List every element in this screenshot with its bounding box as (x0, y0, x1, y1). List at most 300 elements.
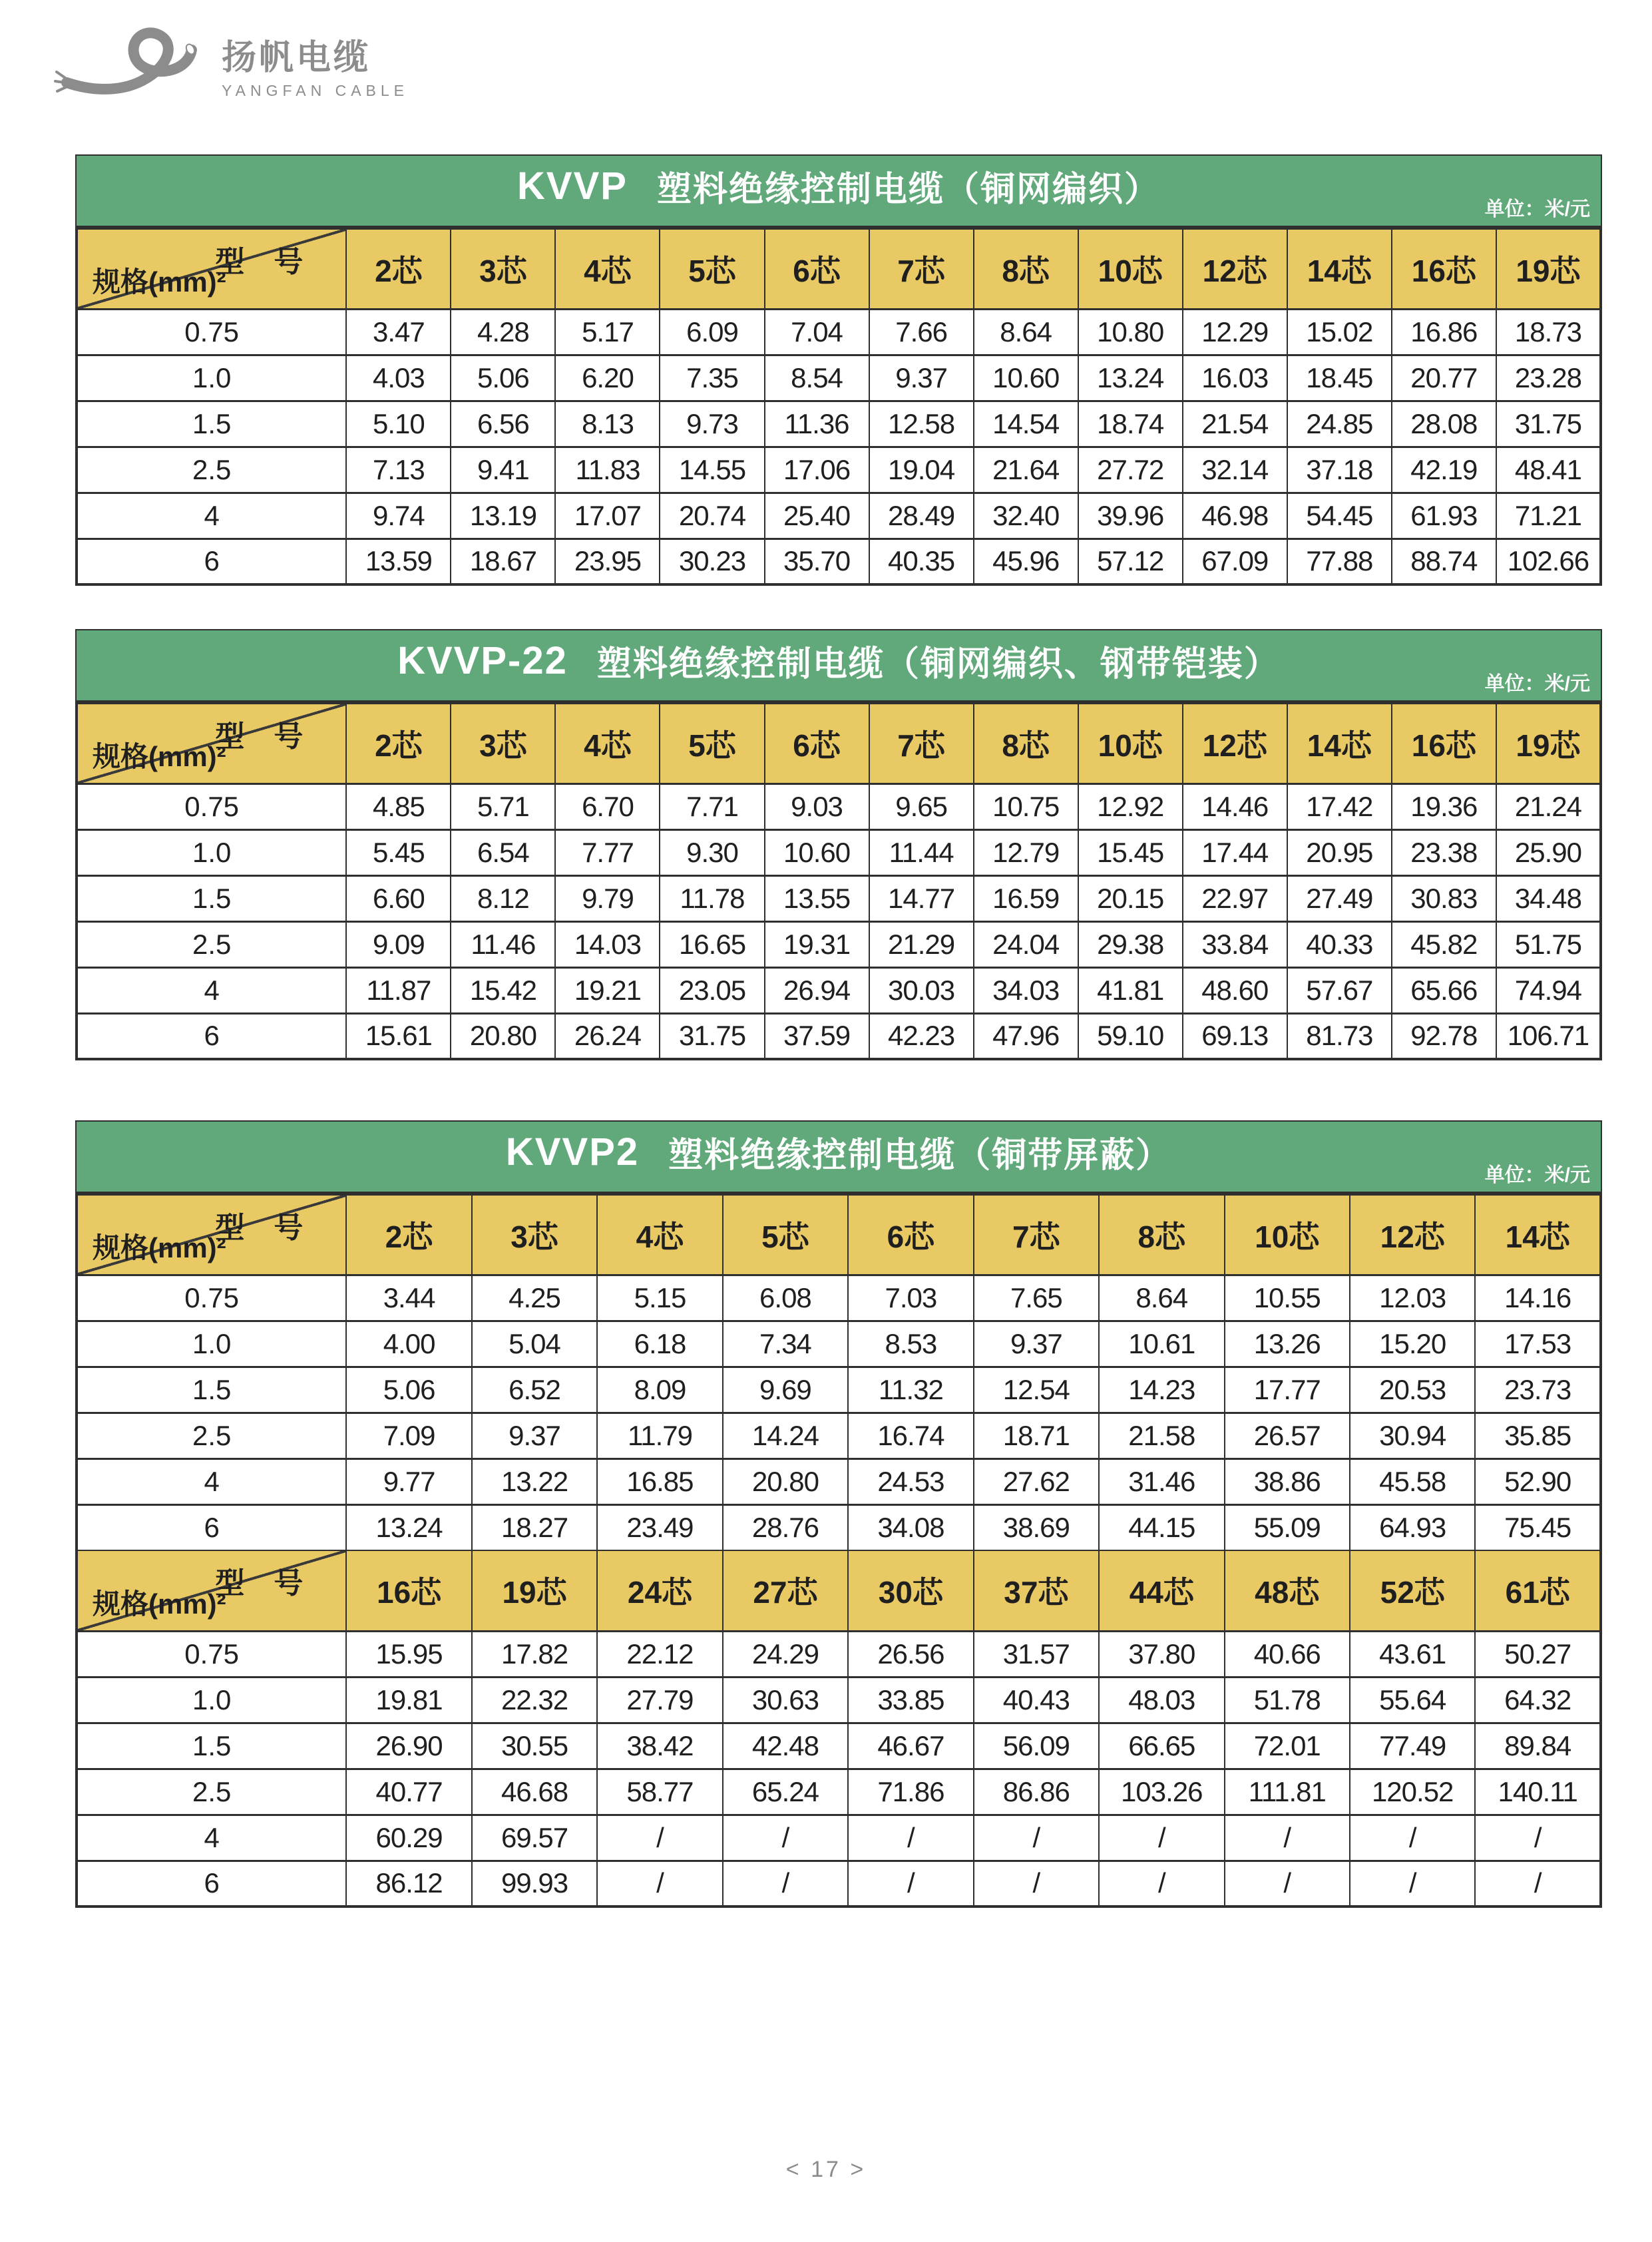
table-row (77, 1458, 1601, 1504)
price-cell: 77.88 (1287, 539, 1392, 584)
price-cell: 26.24 (555, 1013, 660, 1059)
price-cell: 15.61 (346, 1013, 451, 1059)
page-number: < 17 > (785, 2157, 867, 2182)
spec-cell: 2.5 (77, 447, 346, 493)
price-cell: 40.43 (974, 1677, 1099, 1723)
price-cell: 30.03 (869, 967, 974, 1013)
price-cell: 18.74 (1078, 401, 1183, 447)
column-header: 2芯 (346, 1194, 471, 1275)
price-table-KVVP (75, 154, 1602, 586)
price-cell: 3.44 (346, 1275, 471, 1321)
price-cell: 7.77 (555, 829, 660, 875)
price-cell: 28.76 (723, 1504, 848, 1550)
spec-cell: 2.5 (77, 1769, 346, 1815)
price-cell: 26.94 (765, 967, 869, 1013)
table-row (77, 829, 1601, 875)
price-cell: 17.42 (1287, 784, 1392, 829)
price-cell: 4.25 (472, 1275, 597, 1321)
corner-cell (77, 1550, 346, 1631)
column-header: 52芯 (1350, 1550, 1475, 1631)
column-header: 16芯 (346, 1550, 471, 1631)
price-cell: 57.67 (1287, 967, 1392, 1013)
corner-model-label: 型 号 (215, 246, 304, 278)
price-cell: 28.49 (869, 493, 974, 539)
price-cell: 9.77 (346, 1458, 471, 1504)
price-cell: 12.92 (1078, 784, 1183, 829)
column-header: 27芯 (723, 1550, 848, 1631)
column-header: 37芯 (974, 1550, 1099, 1631)
spec-cell: 4 (77, 1815, 346, 1861)
column-header: 6芯 (765, 703, 869, 784)
price-cell: 14.03 (555, 921, 660, 967)
column-header: 4芯 (555, 703, 660, 784)
price-cell: 9.73 (660, 401, 764, 447)
price-cell: 26.57 (1225, 1413, 1350, 1458)
price-cell: 17.06 (765, 447, 869, 493)
price-cell: 30.83 (1392, 875, 1496, 921)
price-cell: 55.09 (1225, 1504, 1350, 1550)
column-header: 3芯 (451, 703, 555, 784)
corner-spec-label: 规格(mm)² (93, 1588, 226, 1620)
price-cell: 15.02 (1287, 309, 1392, 355)
price-cell: 67.09 (1183, 539, 1287, 584)
table-subtitle: 塑料绝缘控制电缆（铜网编织、钢带铠装） (596, 645, 1280, 684)
price-cell: 38.69 (974, 1504, 1099, 1550)
table-row (77, 1769, 1601, 1815)
price-cell: 23.05 (660, 967, 764, 1013)
table-row (77, 1367, 1601, 1413)
table-banner (75, 629, 1602, 702)
price-cell: 7.35 (660, 355, 764, 401)
corner-model-label: 型 号 (215, 1567, 304, 1600)
price-cell: 20.80 (723, 1458, 848, 1504)
brand-name-en: YANGFAN CABLE (222, 82, 409, 99)
spec-cell: 1.0 (77, 829, 346, 875)
column-header: 12芯 (1183, 228, 1287, 309)
price-cell: 4.00 (346, 1321, 471, 1367)
price-cell: 55.64 (1350, 1677, 1475, 1723)
column-header: 6芯 (765, 228, 869, 309)
price-cell: 5.06 (451, 355, 555, 401)
table-row (77, 539, 1601, 584)
price-grid (75, 1193, 1602, 1908)
price-cell: 43.61 (1350, 1631, 1475, 1677)
price-cell: / (723, 1815, 848, 1861)
corner-spec-label: 规格(mm)² (93, 740, 226, 772)
table-row (77, 875, 1601, 921)
spec-cell: 4 (77, 493, 346, 539)
price-cell: 8.13 (555, 401, 660, 447)
price-cell: / (974, 1861, 1099, 1906)
table-row (77, 1013, 1601, 1059)
price-cell: 74.94 (1496, 967, 1601, 1013)
price-cell: 29.38 (1078, 921, 1183, 967)
price-cell: 20.74 (660, 493, 764, 539)
price-cell: 27.79 (597, 1677, 722, 1723)
price-cell: 8.09 (597, 1367, 722, 1413)
column-header: 2芯 (346, 228, 451, 309)
price-cell: 34.48 (1496, 875, 1601, 921)
spec-cell: 0.75 (77, 309, 346, 355)
price-cell: 50.27 (1475, 1631, 1601, 1677)
price-cell: 14.23 (1099, 1367, 1224, 1413)
table-title (77, 630, 1601, 691)
price-cell: 24.85 (1287, 401, 1392, 447)
price-cell: 24.04 (974, 921, 1078, 967)
price-cell: 34.03 (974, 967, 1078, 1013)
price-cell: 5.71 (451, 784, 555, 829)
header-row (77, 703, 1601, 784)
column-header: 19芯 (472, 1550, 597, 1631)
price-cell: 6.09 (660, 309, 764, 355)
price-cell: 13.24 (1078, 355, 1183, 401)
price-cell: 8.54 (765, 355, 869, 401)
price-cell: / (597, 1815, 722, 1861)
price-cell: 22.97 (1183, 875, 1287, 921)
price-cell: 31.57 (974, 1631, 1099, 1677)
price-cell: 22.32 (472, 1677, 597, 1723)
column-header: 10芯 (1078, 703, 1183, 784)
price-cell: 72.01 (1225, 1723, 1350, 1769)
price-cell: 30.55 (472, 1723, 597, 1769)
price-cell: 89.84 (1475, 1723, 1601, 1769)
spec-cell: 2.5 (77, 1413, 346, 1458)
price-cell: 41.81 (1078, 967, 1183, 1013)
price-cell: 37.59 (765, 1013, 869, 1059)
price-table-KVVP-22 (75, 629, 1602, 1060)
table-title (77, 156, 1601, 216)
price-cell: 5.06 (346, 1367, 471, 1413)
price-cell: 6.54 (451, 829, 555, 875)
price-cell: 23.38 (1392, 829, 1496, 875)
table-title (77, 1122, 1601, 1182)
price-table-KVVP2 (75, 1120, 1602, 1908)
table-row (77, 401, 1601, 447)
price-cell: 31.75 (660, 1013, 764, 1059)
price-cell: 20.95 (1287, 829, 1392, 875)
price-cell: 13.24 (346, 1504, 471, 1550)
column-header: 10芯 (1078, 228, 1183, 309)
spec-cell: 2.5 (77, 921, 346, 967)
column-header: 6芯 (848, 1194, 973, 1275)
price-cell: 103.26 (1099, 1769, 1224, 1815)
corner-spec-label: 规格(mm)² (93, 266, 226, 298)
price-cell: / (1350, 1815, 1475, 1861)
column-header: 30芯 (848, 1550, 973, 1631)
price-cell: 15.20 (1350, 1321, 1475, 1367)
price-cell: 40.66 (1225, 1631, 1350, 1677)
price-cell: / (1475, 1815, 1601, 1861)
price-cell: 26.56 (848, 1631, 973, 1677)
price-cell: 9.09 (346, 921, 451, 967)
price-cell: 8.64 (1099, 1275, 1224, 1321)
table-row (77, 355, 1601, 401)
brand-logo (53, 25, 409, 104)
price-cell: 11.44 (869, 829, 974, 875)
price-cell: 12.03 (1350, 1275, 1475, 1321)
price-cell: 21.58 (1099, 1413, 1224, 1458)
price-cell: 9.41 (451, 447, 555, 493)
price-cell: 51.75 (1496, 921, 1601, 967)
price-cell: 15.42 (451, 967, 555, 1013)
price-cell: 10.61 (1099, 1321, 1224, 1367)
column-header: 12芯 (1183, 703, 1287, 784)
price-cell: 51.78 (1225, 1677, 1350, 1723)
price-cell: 30.94 (1350, 1413, 1475, 1458)
header-row (77, 1550, 1601, 1631)
price-cell: 20.15 (1078, 875, 1183, 921)
price-cell: 42.19 (1392, 447, 1496, 493)
price-cell: 8.12 (451, 875, 555, 921)
price-cell: 14.77 (869, 875, 974, 921)
column-header: 24芯 (597, 1550, 722, 1631)
price-cell: 11.32 (848, 1367, 973, 1413)
price-cell: 11.46 (451, 921, 555, 967)
price-cell: 59.10 (1078, 1013, 1183, 1059)
spec-cell: 1.0 (77, 355, 346, 401)
price-cell: 40.35 (869, 539, 974, 584)
table-row (77, 784, 1601, 829)
price-cell: 140.11 (1475, 1769, 1601, 1815)
price-cell: 48.03 (1099, 1677, 1224, 1723)
price-cell: 33.85 (848, 1677, 973, 1723)
column-header: 8芯 (974, 703, 1078, 784)
price-cell: 12.58 (869, 401, 974, 447)
price-cell: 19.36 (1392, 784, 1496, 829)
price-cell: / (1099, 1815, 1224, 1861)
corner-spec-label: 规格(mm)² (93, 1232, 226, 1263)
corner-model-label: 型 号 (215, 1212, 304, 1244)
price-cell: 64.93 (1350, 1504, 1475, 1550)
table-row (77, 1413, 1601, 1458)
price-cell: 45.58 (1350, 1458, 1475, 1504)
price-cell: 27.49 (1287, 875, 1392, 921)
price-cell: 11.87 (346, 967, 451, 1013)
corner-cell (77, 228, 346, 309)
price-cell: 23.73 (1475, 1367, 1601, 1413)
price-cell: 6.56 (451, 401, 555, 447)
price-cell: 20.80 (451, 1013, 555, 1059)
price-cell: 11.36 (765, 401, 869, 447)
price-cell: 40.77 (346, 1769, 471, 1815)
price-cell: 5.17 (555, 309, 660, 355)
spec-cell: 1.5 (77, 401, 346, 447)
table-row (77, 1631, 1601, 1677)
price-cell: 13.22 (472, 1458, 597, 1504)
column-header: 8芯 (1099, 1194, 1224, 1275)
price-cell: 14.55 (660, 447, 764, 493)
column-header: 48芯 (1225, 1550, 1350, 1631)
price-cell: 120.52 (1350, 1769, 1475, 1815)
column-header: 16芯 (1392, 703, 1496, 784)
price-cell: 69.57 (472, 1815, 597, 1861)
price-cell: 46.68 (472, 1769, 597, 1815)
price-cell: 17.82 (472, 1631, 597, 1677)
unit-label: 单位：米/元 (1484, 198, 1590, 220)
column-header: 4芯 (555, 228, 660, 309)
price-cell: 69.13 (1183, 1013, 1287, 1059)
price-cell: 9.37 (974, 1321, 1099, 1367)
price-cell: 25.90 (1496, 829, 1601, 875)
price-cell: 58.77 (597, 1769, 722, 1815)
price-cell: 5.10 (346, 401, 451, 447)
price-cell: 99.93 (472, 1861, 597, 1906)
price-cell: 42.23 (869, 1013, 974, 1059)
price-cell: 7.65 (974, 1275, 1099, 1321)
price-cell: 7.03 (848, 1275, 973, 1321)
header-row (77, 1194, 1601, 1275)
price-cell: 46.98 (1183, 493, 1287, 539)
spec-cell: 1.5 (77, 1723, 346, 1769)
spec-cell: 6 (77, 1861, 346, 1906)
column-header: 4芯 (597, 1194, 722, 1275)
price-cell: 38.86 (1225, 1458, 1350, 1504)
price-cell: 28.08 (1392, 401, 1496, 447)
column-header: 16芯 (1392, 228, 1496, 309)
table-row (77, 921, 1601, 967)
price-cell: 14.54 (974, 401, 1078, 447)
column-header: 2芯 (346, 703, 451, 784)
column-header: 14芯 (1475, 1194, 1601, 1275)
column-header: 19芯 (1496, 703, 1601, 784)
table-row (77, 1677, 1601, 1723)
spec-cell: 1.0 (77, 1321, 346, 1367)
price-cell: 7.09 (346, 1413, 471, 1458)
price-cell: 38.42 (597, 1723, 722, 1769)
table-row (77, 1504, 1601, 1550)
price-cell: 54.45 (1287, 493, 1392, 539)
price-cell: 9.03 (765, 784, 869, 829)
spec-cell: 0.75 (77, 1631, 346, 1677)
price-cell: 8.53 (848, 1321, 973, 1367)
column-header: 12芯 (1350, 1194, 1475, 1275)
column-header: 5芯 (660, 703, 764, 784)
table-row (77, 447, 1601, 493)
price-cell: 48.60 (1183, 967, 1287, 1013)
price-cell: 4.28 (451, 309, 555, 355)
price-cell: 106.71 (1496, 1013, 1601, 1059)
price-cell: 21.64 (974, 447, 1078, 493)
spec-cell: 1.0 (77, 1677, 346, 1723)
price-cell: 6.18 (597, 1321, 722, 1367)
price-cell: 9.79 (555, 875, 660, 921)
price-cell: 6.20 (555, 355, 660, 401)
price-cell: 17.53 (1475, 1321, 1601, 1367)
spec-cell: 6 (77, 1013, 346, 1059)
price-cell: 21.54 (1183, 401, 1287, 447)
price-cell: 21.29 (869, 921, 974, 967)
price-cell: 9.74 (346, 493, 451, 539)
price-cell: 7.34 (723, 1321, 848, 1367)
price-cell: 16.86 (1392, 309, 1496, 355)
price-cell: 21.24 (1496, 784, 1601, 829)
table-row (77, 967, 1601, 1013)
price-cell: 66.65 (1099, 1723, 1224, 1769)
column-header: 5芯 (660, 228, 764, 309)
price-grid (75, 702, 1602, 1060)
price-cell: 12.29 (1183, 309, 1287, 355)
price-cell: 27.62 (974, 1458, 1099, 1504)
price-cell: 10.60 (765, 829, 869, 875)
price-cell: 6.70 (555, 784, 660, 829)
column-header: 44芯 (1099, 1550, 1224, 1631)
price-cell: 10.55 (1225, 1275, 1350, 1321)
price-cell: 32.40 (974, 493, 1078, 539)
price-cell: 5.04 (472, 1321, 597, 1367)
price-cell: 86.86 (974, 1769, 1099, 1815)
price-cell: 56.09 (974, 1723, 1099, 1769)
price-cell: / (723, 1861, 848, 1906)
price-cell: / (597, 1861, 722, 1906)
table-model: KVVP2 (505, 1130, 640, 1174)
price-cell: 7.66 (869, 309, 974, 355)
column-header: 8芯 (974, 228, 1078, 309)
price-cell: / (1350, 1861, 1475, 1906)
price-cell: 46.67 (848, 1723, 973, 1769)
price-cell: 23.95 (555, 539, 660, 584)
price-cell: 71.21 (1496, 493, 1601, 539)
price-cell: 77.49 (1350, 1723, 1475, 1769)
price-cell: 16.74 (848, 1413, 973, 1458)
price-cell: 23.49 (597, 1504, 722, 1550)
price-cell: 18.71 (974, 1413, 1099, 1458)
price-cell: 11.78 (660, 875, 764, 921)
brand-name-cn: 扬帆电缆 (222, 39, 371, 77)
price-cell: 86.12 (346, 1861, 471, 1906)
price-cell: 37.18 (1287, 447, 1392, 493)
column-header: 10芯 (1225, 1194, 1350, 1275)
price-cell: 45.82 (1392, 921, 1496, 967)
price-cell: 40.33 (1287, 921, 1392, 967)
price-cell: 7.04 (765, 309, 869, 355)
price-cell: 52.90 (1475, 1458, 1601, 1504)
price-cell: 18.45 (1287, 355, 1392, 401)
price-cell: 11.83 (555, 447, 660, 493)
corner-model-label: 型 号 (215, 720, 304, 753)
price-cell: 3.47 (346, 309, 451, 355)
price-cell: 16.59 (974, 875, 1078, 921)
price-cell: 31.46 (1099, 1458, 1224, 1504)
column-header: 14芯 (1287, 228, 1392, 309)
price-cell: 17.77 (1225, 1367, 1350, 1413)
price-cell: 24.29 (723, 1631, 848, 1677)
price-cell: 60.29 (346, 1815, 471, 1861)
price-cell: 4.03 (346, 355, 451, 401)
price-cell: 61.93 (1392, 493, 1496, 539)
price-cell: 7.71 (660, 784, 764, 829)
price-cell: 6.08 (723, 1275, 848, 1321)
price-cell: 10.80 (1078, 309, 1183, 355)
price-cell: / (848, 1861, 973, 1906)
spec-cell: 0.75 (77, 1275, 346, 1321)
price-cell: 18.73 (1496, 309, 1601, 355)
price-cell: 88.74 (1392, 539, 1496, 584)
price-cell: 9.65 (869, 784, 974, 829)
price-cell: 35.70 (765, 539, 869, 584)
price-cell: / (1099, 1861, 1224, 1906)
table-row (77, 1321, 1601, 1367)
price-cell: 4.85 (346, 784, 451, 829)
price-cell: / (1475, 1861, 1601, 1906)
price-cell: 14.46 (1183, 784, 1287, 829)
price-cell: 9.37 (869, 355, 974, 401)
column-header: 14芯 (1287, 703, 1392, 784)
price-cell: 15.95 (346, 1631, 471, 1677)
price-cell: 6.60 (346, 875, 451, 921)
price-cell: 23.28 (1496, 355, 1601, 401)
price-cell: 8.64 (974, 309, 1078, 355)
price-cell: 27.72 (1078, 447, 1183, 493)
